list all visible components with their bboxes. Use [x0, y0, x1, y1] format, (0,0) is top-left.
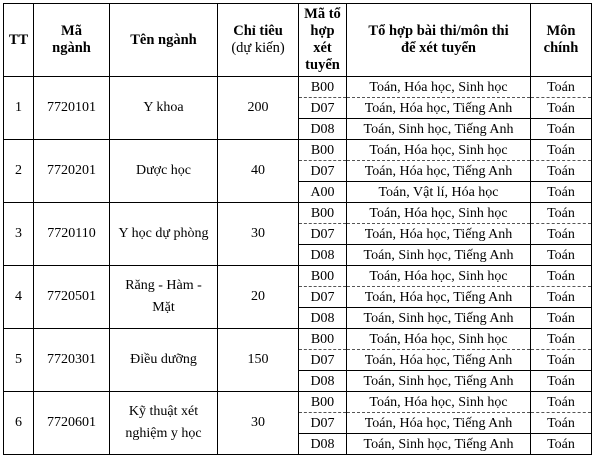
table-row [4, 266, 592, 287]
main-subject: Toán [531, 98, 592, 119]
main-subject: Toán [531, 434, 592, 455]
row-number: 1 [4, 77, 34, 140]
combo-code: B00 [299, 77, 347, 98]
combo-code: D08 [299, 245, 347, 266]
major-code: 7720601 [34, 392, 110, 455]
subject-combination: Toán, Sinh học, Tiếng Anh [347, 308, 531, 329]
main-subject: Toán [531, 413, 592, 434]
major-name [110, 329, 218, 392]
main-subject: Toán [531, 224, 592, 245]
table-body [4, 77, 592, 455]
combo-code: D07 [299, 161, 347, 182]
combo-code: D07 [299, 287, 347, 308]
main-subject: Toán [531, 161, 592, 182]
combo-code: B00 [299, 140, 347, 161]
main-subject: Toán [531, 266, 592, 287]
subject-combination: Toán, Hóa học, Tiếng Anh [347, 224, 531, 245]
main-subject: Toán [531, 308, 592, 329]
major-name-line-1: Dược học [135, 163, 192, 178]
subject-combination: Toán, Hóa học, Sinh học [347, 329, 531, 350]
combo-code: D08 [299, 434, 347, 455]
major-name-line-1: Y học dự phòng [118, 226, 209, 241]
major-code: 7720201 [34, 140, 110, 203]
major-code: 7720101 [34, 77, 110, 140]
major-name-line-1: Răng - Hàm - [125, 278, 202, 293]
major-name-line-1: Y khoa [143, 100, 184, 115]
main-subject: Toán [531, 119, 592, 140]
subject-combination: Toán, Hóa học, Sinh học [347, 392, 531, 413]
major-code: 7720110 [34, 203, 110, 266]
major-name [110, 140, 218, 203]
header-combination: Tổ hợp bài thi/môn thi để xét tuyển [347, 4, 531, 77]
main-subject: Toán [531, 77, 592, 98]
combo-code: D07 [299, 98, 347, 119]
subject-combination: Toán, Hóa học, Sinh học [347, 266, 531, 287]
combo-code: B00 [299, 203, 347, 224]
major-name-line-2: nghiệm y học [125, 426, 202, 441]
header-row [4, 4, 592, 77]
quota: 40 [218, 140, 299, 203]
quota: 200 [218, 77, 299, 140]
table-row [4, 140, 592, 161]
major-code: 7720301 [34, 329, 110, 392]
combo-code: D07 [299, 413, 347, 434]
subject-combination: Toán, Hóa học, Sinh học [347, 140, 531, 161]
admission-table [3, 3, 592, 455]
combo-code: B00 [299, 329, 347, 350]
table-row [4, 77, 592, 98]
subject-combination: Toán, Sinh học, Tiếng Anh [347, 245, 531, 266]
subject-combination: Toán, Hóa học, Tiếng Anh [347, 287, 531, 308]
main-subject: Toán [531, 245, 592, 266]
combo-code: D08 [299, 308, 347, 329]
main-subject: Toán [531, 287, 592, 308]
main-subject: Toán [531, 329, 592, 350]
table-row [4, 392, 592, 413]
subject-combination: Toán, Hóa học, Sinh học [347, 203, 531, 224]
subject-combination: Toán, Hóa học, Sinh học [347, 77, 531, 98]
main-subject: Toán [531, 182, 592, 203]
combo-code: D08 [299, 119, 347, 140]
header-quota: Chỉ tiêu (dự kiến) [218, 4, 299, 77]
combo-code: D08 [299, 371, 347, 392]
combo-code: D07 [299, 350, 347, 371]
major-code: 7720501 [34, 266, 110, 329]
header-combo-code: Mã tổ hợp xét tuyển [299, 4, 347, 77]
major-name [110, 77, 218, 140]
subject-combination: Toán, Sinh học, Tiếng Anh [347, 119, 531, 140]
header-tt: TT [4, 4, 34, 77]
major-name [110, 392, 218, 455]
main-subject: Toán [531, 350, 592, 371]
subject-combination: Toán, Sinh học, Tiếng Anh [347, 371, 531, 392]
row-number: 4 [4, 266, 34, 329]
header-main-subject: Môn chính [531, 4, 592, 77]
row-number: 3 [4, 203, 34, 266]
subject-combination: Toán, Hóa học, Tiếng Anh [347, 413, 531, 434]
table-row [4, 203, 592, 224]
subject-combination: Toán, Vật lí, Hóa học [347, 182, 531, 203]
subject-combination: Toán, Hóa học, Tiếng Anh [347, 161, 531, 182]
main-subject: Toán [531, 371, 592, 392]
quota: 20 [218, 266, 299, 329]
row-number: 2 [4, 140, 34, 203]
major-name [110, 203, 218, 266]
major-name [110, 266, 218, 329]
combo-code: B00 [299, 392, 347, 413]
quota: 30 [218, 203, 299, 266]
row-number: 5 [4, 329, 34, 392]
quota: 150 [218, 329, 299, 392]
quota: 30 [218, 392, 299, 455]
main-subject: Toán [531, 140, 592, 161]
subject-combination: Toán, Hóa học, Tiếng Anh [347, 350, 531, 371]
major-name-line-1: Kỹ thuật xét [128, 404, 199, 419]
major-name-line-2: Mặt [152, 300, 175, 315]
combo-code: A00 [299, 182, 347, 203]
table-row [4, 329, 592, 350]
main-subject: Toán [531, 203, 592, 224]
row-number: 6 [4, 392, 34, 455]
combo-code: B00 [299, 266, 347, 287]
subject-combination: Toán, Sinh học, Tiếng Anh [347, 434, 531, 455]
main-subject: Toán [531, 392, 592, 413]
subject-combination: Toán, Hóa học, Tiếng Anh [347, 98, 531, 119]
combo-code: D07 [299, 224, 347, 245]
header-major-code: Mã ngành [34, 4, 110, 77]
header-major-name: Tên ngành [110, 4, 218, 77]
major-name-line-1: Điều dưỡng [130, 352, 197, 367]
